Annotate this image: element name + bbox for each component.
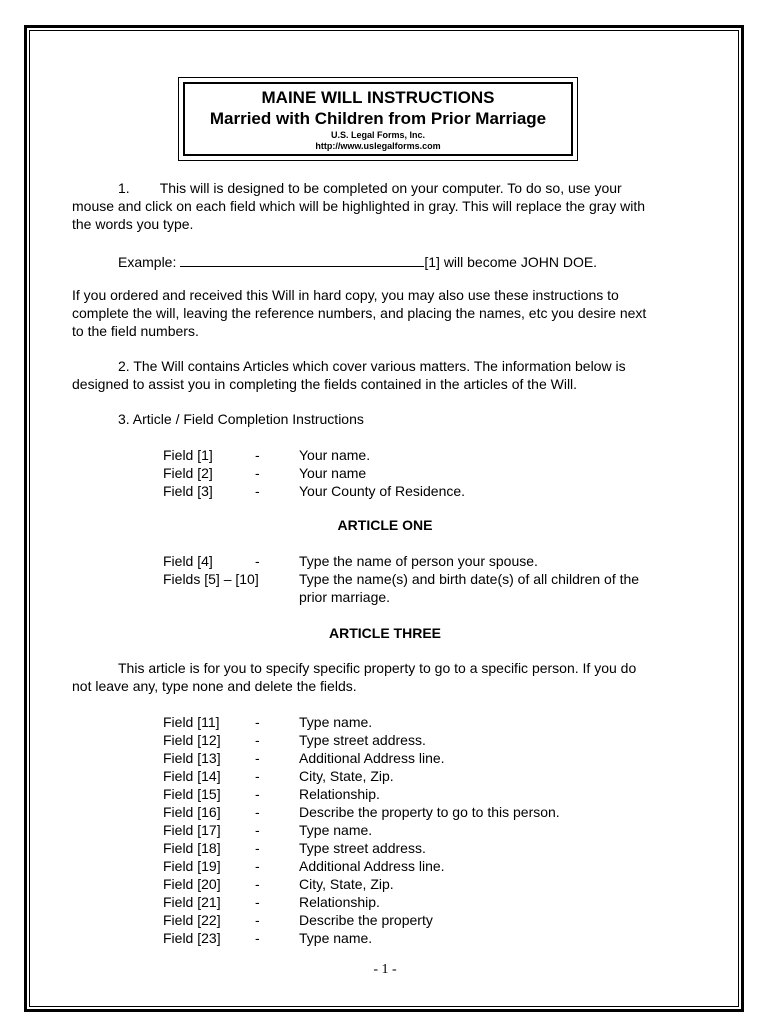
field-name: Field [18] bbox=[163, 840, 221, 856]
field-description: Type the name of person your spouse. bbox=[299, 553, 538, 569]
field-description: Type street address. bbox=[299, 732, 426, 748]
field-row bbox=[163, 929, 679, 947]
document-title: MAINE WILL INSTRUCTIONS bbox=[261, 88, 495, 107]
field-description: Type the name(s) and birth date(s) of all children of the bbox=[299, 571, 640, 587]
field-row bbox=[163, 713, 679, 731]
field-name: Field [13] bbox=[163, 750, 221, 766]
document-subtitle: Married with Children from Prior Marriage bbox=[209, 109, 547, 128]
field-description: City, State, Zip. bbox=[299, 876, 394, 892]
field-name: Field [20] bbox=[163, 876, 221, 892]
example-suffix: [1] will become JOHN DOE. bbox=[424, 254, 598, 270]
field-description: Relationship. bbox=[299, 894, 380, 910]
field-dash: - bbox=[255, 465, 260, 481]
field-dash: - bbox=[255, 553, 260, 569]
article-three-intro-line-1: This article is for you to specify specific property to go to a specific person. If you do bbox=[118, 660, 637, 676]
field-name: Field [19] bbox=[163, 858, 221, 874]
field-row bbox=[163, 731, 679, 749]
field-description: Describe the property bbox=[299, 912, 433, 928]
field-name: Field [12] bbox=[163, 732, 221, 748]
example-blank bbox=[180, 252, 424, 267]
field-row bbox=[163, 767, 679, 785]
field-name: Field [17] bbox=[163, 822, 221, 838]
field-name: Field [3] bbox=[163, 483, 213, 499]
field-description-cont: prior marriage. bbox=[299, 589, 391, 605]
field-row bbox=[163, 785, 679, 803]
hardcopy-line-1: If you ordered and received this Will in hard copy, you may also use these instructions to bbox=[72, 287, 619, 303]
field-row bbox=[163, 570, 679, 588]
example-line bbox=[72, 252, 702, 271]
paragraph-1-line-1: This will is designed to be completed on your computer. To do so, use your bbox=[159, 180, 622, 196]
field-row bbox=[163, 482, 679, 500]
field-description: Type name. bbox=[299, 930, 373, 946]
field-description: Describe the property to go to this person. bbox=[299, 804, 560, 820]
field-name: Field [11] bbox=[163, 714, 220, 730]
field-row bbox=[163, 552, 679, 570]
field-name: Field [1] bbox=[163, 447, 213, 463]
field-dash: - bbox=[255, 822, 260, 838]
field-dash: - bbox=[255, 732, 260, 748]
field-dash: - bbox=[255, 483, 260, 499]
field-description: Additional Address line. bbox=[299, 750, 445, 766]
field-row bbox=[163, 446, 679, 464]
field-row bbox=[163, 749, 679, 767]
field-dash: - bbox=[255, 750, 260, 766]
field-row bbox=[163, 821, 679, 839]
field-row bbox=[163, 893, 679, 911]
paragraph-1 bbox=[72, 179, 702, 233]
field-dash: - bbox=[255, 768, 260, 784]
article-three-heading: ARTICLE THREE bbox=[329, 625, 441, 641]
paragraph-3-line-1: 3. Article / Field Completion Instructions bbox=[118, 411, 364, 427]
field-row bbox=[163, 875, 679, 893]
article-three-field-list bbox=[163, 713, 679, 947]
field-dash: - bbox=[255, 804, 260, 820]
field-name: Field [22] bbox=[163, 912, 221, 928]
field-row bbox=[163, 803, 679, 821]
paragraph-2-line-2: designed to assist you in completing the fields contained in the articles of the Will. bbox=[72, 376, 578, 392]
field-row bbox=[163, 839, 679, 857]
field-name: Field [16] bbox=[163, 804, 221, 820]
title-box bbox=[183, 82, 573, 156]
paragraph-3 bbox=[72, 410, 702, 428]
paragraph-2 bbox=[72, 357, 702, 393]
field-name: Field [23] bbox=[163, 930, 221, 946]
field-row bbox=[163, 464, 679, 482]
field-dash: - bbox=[255, 912, 260, 928]
field-row bbox=[163, 588, 679, 606]
article-one-field-list bbox=[163, 552, 679, 606]
hardcopy-line-3: to the field numbers. bbox=[72, 323, 199, 339]
article-one-heading: ARTICLE ONE bbox=[337, 517, 433, 533]
field-name: Field [14] bbox=[163, 768, 221, 784]
field-name: Field [4] bbox=[163, 553, 213, 569]
hardcopy-line-2: complete the will, leaving the reference numbers, and placing the names, etc you desire next bbox=[72, 305, 647, 321]
field-row bbox=[163, 857, 679, 875]
company-url[interactable]: http://www.uslegalforms.com bbox=[315, 141, 441, 151]
paragraph-2-line-1: 2. The Will contains Articles which cover various matters. The information below is bbox=[118, 358, 626, 374]
article-three-intro-line-2: not leave any, type none and delete the fields. bbox=[72, 678, 357, 694]
field-name: Field [15] bbox=[163, 786, 221, 802]
field-dash: - bbox=[255, 930, 260, 946]
paragraph-1-line-2: mouse and click on each field which will be highlighted in gray. This will replace the gray with bbox=[72, 198, 645, 214]
intro-field-list bbox=[163, 446, 679, 500]
field-description: Relationship. bbox=[299, 786, 380, 802]
paragraph-1-line-3: the words you type. bbox=[72, 216, 194, 232]
field-description: Your County of Residence. bbox=[299, 483, 466, 499]
field-dash: - bbox=[255, 714, 260, 730]
field-name: Fields [5] – [10] bbox=[163, 571, 259, 587]
paragraph-1-number: 1. bbox=[118, 180, 130, 196]
field-description: Type name. bbox=[299, 822, 373, 838]
field-description: Your name. bbox=[299, 447, 371, 463]
field-description: Type name. bbox=[299, 714, 373, 730]
paragraph-hardcopy bbox=[72, 286, 702, 340]
company-name: U.S. Legal Forms, Inc. bbox=[330, 130, 426, 140]
page-number: - 1 - bbox=[373, 962, 397, 977]
field-row bbox=[163, 911, 679, 929]
field-dash: - bbox=[255, 840, 260, 856]
field-description: Additional Address line. bbox=[299, 858, 445, 874]
field-dash: - bbox=[255, 876, 260, 892]
field-description: Your name bbox=[299, 465, 367, 481]
field-description: Type street address. bbox=[299, 840, 426, 856]
field-dash: - bbox=[255, 858, 260, 874]
field-name: Field [2] bbox=[163, 465, 213, 481]
example-label: Example: bbox=[118, 254, 177, 270]
field-dash: - bbox=[255, 447, 260, 463]
field-description: City, State, Zip. bbox=[299, 768, 394, 784]
field-dash: - bbox=[255, 786, 260, 802]
field-dash: - bbox=[255, 894, 260, 910]
article-three-intro bbox=[72, 659, 702, 695]
field-name: Field [21] bbox=[163, 894, 221, 910]
